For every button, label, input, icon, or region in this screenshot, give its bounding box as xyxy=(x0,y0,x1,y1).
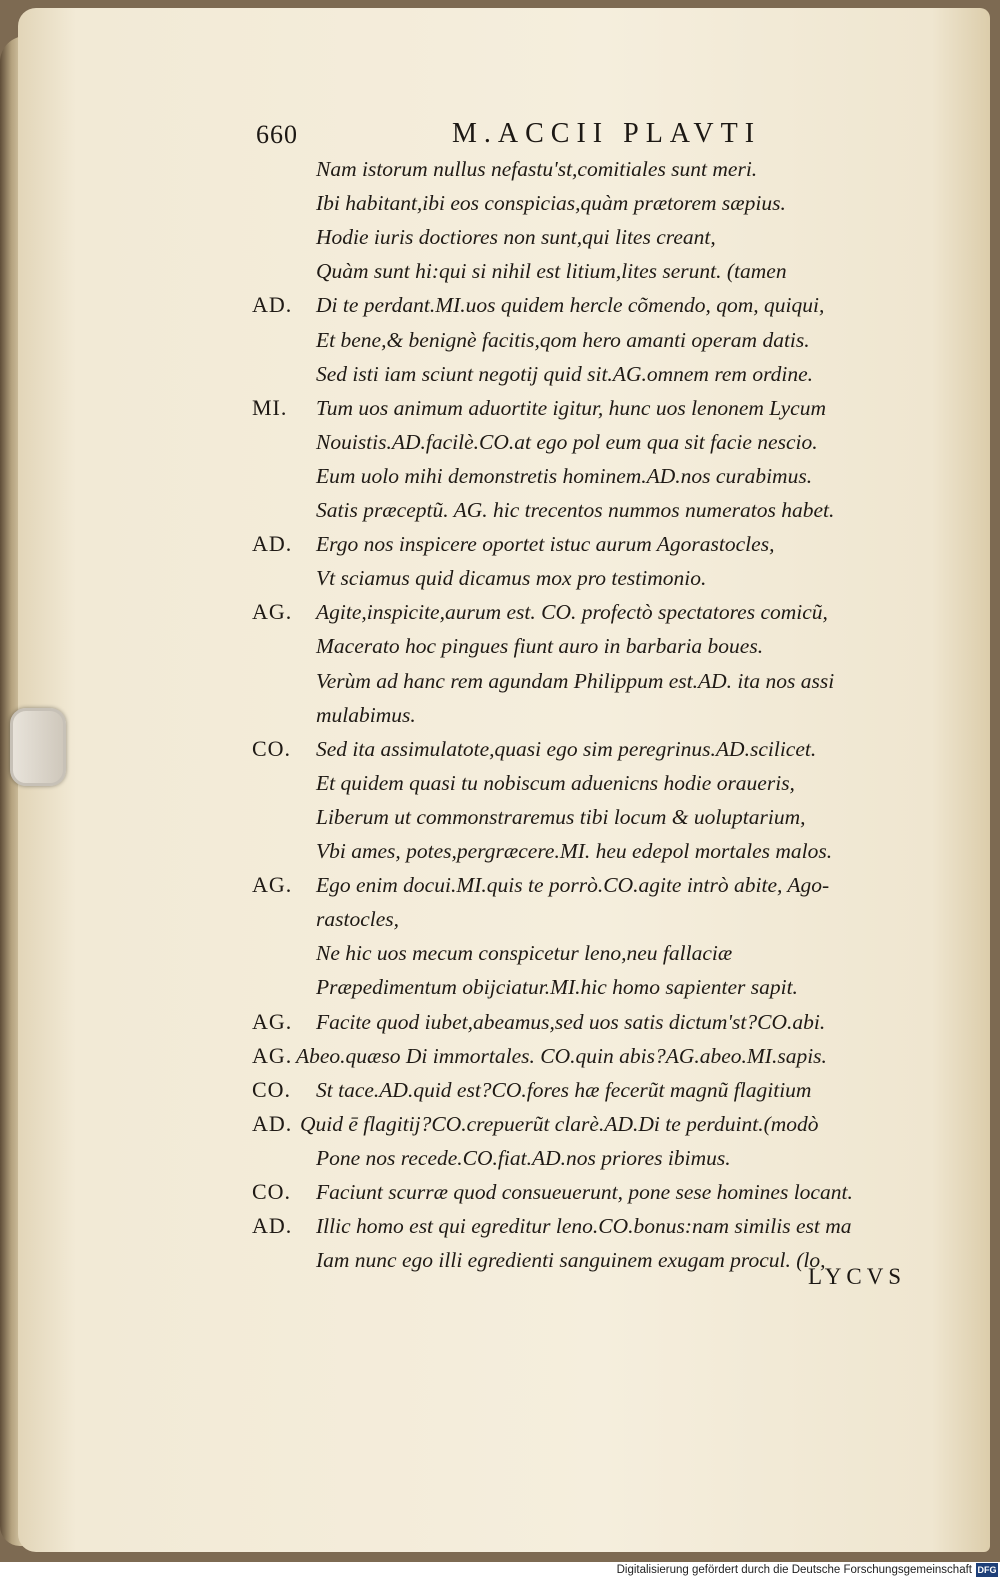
verse-line: Nam istorum nullus nefastu'st,comitiales sunt meri. xyxy=(316,157,758,181)
speaker-label: CO. xyxy=(252,1179,292,1204)
verse-line: Eum uolo mihi demonstretis hominem.AD.nos curabimus. xyxy=(316,464,813,488)
verse-line: Faciunt scurræ quod consueuerunt, pone sese homines locant. xyxy=(316,1180,853,1204)
verse-line: Vbi ames, potes,pergræcere.MI. heu edepol mortales malos. xyxy=(316,839,833,863)
speaker-label: AD. xyxy=(252,1213,293,1238)
verse-line: Liberum ut commonstraremus tibi locum & uoluptarium, xyxy=(316,805,806,829)
verse-line: Quid ē flagitij?CO.crepuerũt clarè.AD.Di te perduint.(modò xyxy=(300,1112,819,1136)
verse-line: Tum uos animum aduortite igitur, hunc uos lenonem Lycum xyxy=(316,396,826,420)
verse-line: Ego enim docui.MI.quis te porrò.CO.agite intrò abite, Ago- xyxy=(316,873,830,897)
book-clasp xyxy=(10,708,66,786)
page-number: 660 xyxy=(256,120,298,149)
verse-line: Agite,inspicite,aurum est. CO. profectò spectatores comicũ, xyxy=(316,600,828,624)
verse-line: Iam nunc ego illi egredienti sanguinem exugam procul. (lo, xyxy=(316,1248,826,1272)
speaker-label: AG. xyxy=(252,872,293,897)
verse-line: Quàm sunt hi:qui si nihil est litium,lites serunt. (tamen xyxy=(316,259,787,283)
running-head: M.ACCII PLAVTI xyxy=(452,118,762,149)
verse-line: Hodie iuris doctiores non sunt,qui lites creant, xyxy=(316,225,716,249)
speaker-label: AG. xyxy=(252,599,293,624)
speaker-label: CO. xyxy=(252,736,292,761)
verse-line: Nouistis.AD.facilè.CO.at ego pol eum qua sit facie nescio. xyxy=(316,430,818,454)
page-header xyxy=(252,118,922,154)
verse-line: Verùm ad hanc rem agundam Philippum est.AD. ita nos assi xyxy=(316,669,835,693)
speaker-label: AG. xyxy=(252,1009,293,1034)
speaker-label: MI. xyxy=(252,395,288,420)
verse-line: Ne hic uos mecum conspicetur leno,neu fallaciæ xyxy=(316,941,733,965)
verse-line: St tace.AD.quid est?CO.fores hæ fecerũt magnũ flagitium xyxy=(316,1078,812,1102)
verse-line: rastocles, xyxy=(316,907,400,931)
funding-credit: Digitalisierung gefördert durch die Deutsche Forschungsgemeinschaft xyxy=(616,1564,972,1576)
dfg-logo: DFG xyxy=(977,1565,997,1575)
verse-line: Et bene,& benignè facitis,qom hero amanti operam datis. xyxy=(316,328,810,352)
verse-line: Facite quod iubet,abeamus,sed uos satis dictum'st?CO.abi. xyxy=(316,1010,826,1034)
digitization-footer xyxy=(0,1562,1000,1581)
verse-line: Et quidem quasi tu nobiscum aduenicns hodie oraueris, xyxy=(316,771,795,795)
speaker-label: AD. xyxy=(252,1111,293,1136)
verse-line: mulabimus. xyxy=(316,703,416,727)
verse-line: Ergo nos inspicere oportet istuc aurum Agorastocles, xyxy=(316,532,775,556)
speaker-label: CO. xyxy=(252,1077,292,1102)
verse-line: Sed ita assimulatote,quasi ego sim peregrinus.AD.scilicet. xyxy=(316,737,817,761)
verse-line: Satis præceptũ. AG. hic trecentos nummos numeratos habet. xyxy=(316,498,835,522)
speaker-label: AD. xyxy=(252,531,293,556)
verse-line: Illic homo est qui egreditur leno.CO.bonus:nam similis est ma xyxy=(316,1214,852,1238)
verse-line: Sed isti iam sciunt negotij quid sit.AG.omnem rem ordine. xyxy=(316,362,814,386)
verse-line: Ibi habitant,ibi eos conspicias,quàm prætorem sæpius. xyxy=(316,191,786,215)
verse-line: Di te perdant.MI.uos quidem hercle cõmendo, qom, quiqui, xyxy=(316,293,825,317)
speaker-label: AG. xyxy=(252,1043,293,1068)
verse-line: Præpedimentum obijciatur.MI.hic homo sapienter sapit. xyxy=(316,975,798,999)
verse-line: Vt sciamus quid dicamus mox pro testimonio. xyxy=(316,566,707,590)
catchword: LYCVS xyxy=(808,1264,907,1289)
verse-line: Pone nos recede.CO.fiat.AD.nos priores ibimus. xyxy=(316,1146,731,1170)
verse-line: Macerato hoc pingues fiunt auro in barbaria boues. xyxy=(316,634,764,658)
speaker-label: AD. xyxy=(252,292,293,317)
verse-line: Abeo.quæso Di immortales. CO.quin abis?AG.abeo.MI.sapis. xyxy=(296,1044,827,1068)
